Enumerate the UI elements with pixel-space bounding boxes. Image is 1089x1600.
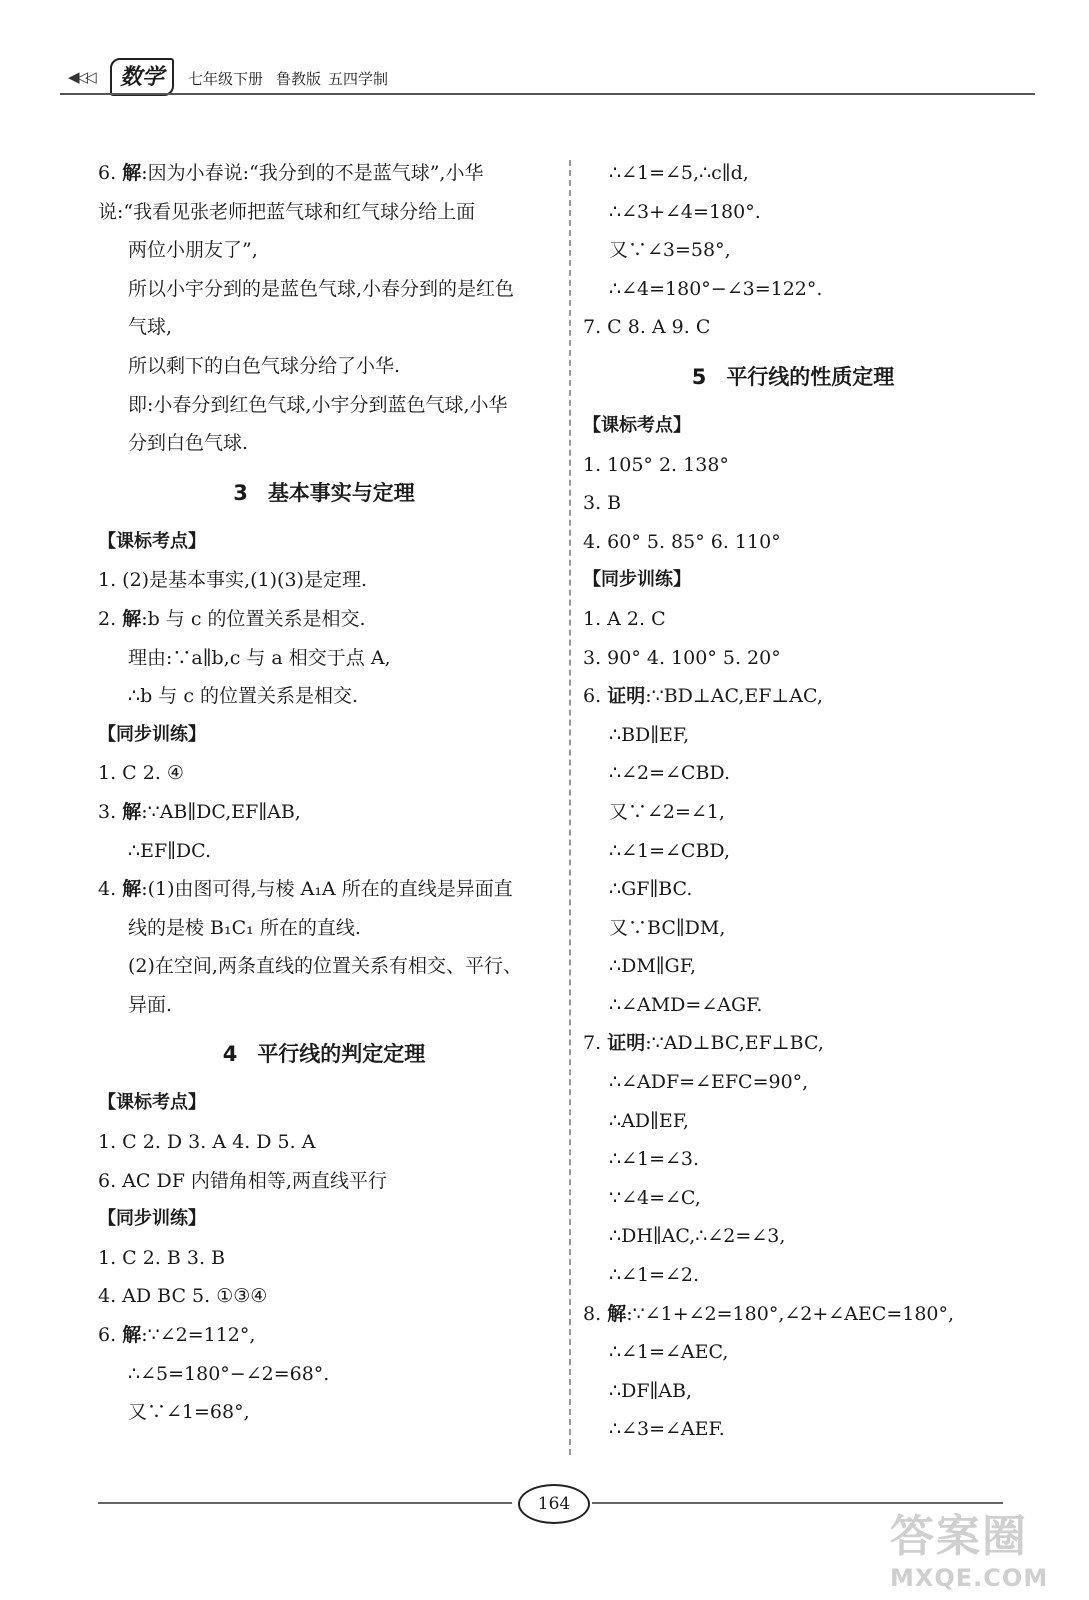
answer-line: 3. 90° 4. 100° 5. 20° (583, 646, 781, 669)
answer-line: 1. 105° 2. 138° (583, 453, 729, 476)
answer-line: 理由:∵a∥b,c 与 a 相交于点 A, (128, 646, 391, 669)
section-tag: 【课标考点】 (98, 1092, 206, 1114)
answer-line: ∴DF∥AB, (609, 1379, 693, 1402)
answer-line: ∴∠1=∠5,∴c∥d, (609, 162, 749, 184)
answer-line: 又∵∠1=68°, (128, 1401, 250, 1424)
answer-line: 6. 解:∵∠2=112°, (98, 1324, 256, 1347)
answer-line: 7. 证明:∵AD⊥BC,EF⊥BC, (583, 1032, 824, 1055)
answer-line: 又∵BC∥DM, (609, 916, 726, 939)
answer-line: 8. 解:∵∠1+∠2=180°,∠2+∠AEC=180°, (583, 1302, 955, 1325)
answer-line: 4. 解:(1)由图可得,与棱 A₁A 所在的直线是异面直 (98, 878, 513, 901)
answer-line: 即:小春分到红色气球,小宇分到蓝色气球,小华 (128, 393, 508, 416)
answer-line: 6. AC DF 内错角相等,两直线平行 (98, 1169, 387, 1192)
answer-line: 所以剩下的白色气球分给了小华. (128, 354, 401, 377)
answer-line: 说:“我看见张老师把蓝气球和红气球分给上面 (98, 200, 476, 223)
answer-line: ∴AD∥EF, (609, 1109, 689, 1132)
subject-badge: 数学 (110, 58, 174, 96)
answer-line: (2)在空间,两条直线的位置关系有相交、平行、 (128, 955, 522, 978)
answer-line: 4. 60° 5. 85° 6. 110° (583, 530, 781, 553)
answer-line: 6. 解:因为小春说:“我分到的不是蓝气球”,小华 (98, 162, 484, 184)
watermark-top: 答案圈 (890, 1511, 1028, 1562)
answer-line: 线的是棱 B₁C₁ 所在的直线. (128, 916, 361, 939)
book-system: 五四学制 (328, 70, 389, 88)
answer-line: 3. B (583, 492, 622, 515)
answer-line: 两位小朋友了”, (128, 239, 258, 262)
answer-line: ∴∠3+∠4=180°. (609, 200, 761, 223)
watermark-bottom: MXQE.COM (890, 1564, 1049, 1592)
answer-line: 1. C 2. D 3. A 4. D 5. A (98, 1131, 316, 1154)
section-title: 3 基本事实与定理 (233, 480, 415, 505)
answer-line: 气球, (128, 316, 173, 339)
answer-line: 1. A 2. C (583, 607, 666, 630)
answer-line: 所以小宇分到的是蓝色气球,小春分到的是红色 (128, 277, 515, 300)
page-header (60, 58, 1035, 98)
arrow-decoration-icon: ◀◁◁ (68, 68, 94, 86)
answer-line: 1. C 2. B 3. B (98, 1246, 226, 1269)
answer-line: 3. 解:∵AB∥DC,EF∥AB, (98, 800, 301, 823)
section-tag: 【课标考点】 (583, 414, 691, 436)
answer-line: 4. AD BC 5. ①③④ (98, 1285, 268, 1308)
answer-line: 6. 证明:∵BD⊥AC,EF⊥AC, (583, 685, 823, 708)
page-number: 164 (518, 1484, 590, 1524)
section-tag: 【课标考点】 (98, 530, 206, 552)
answer-line: 分到白色气球. (128, 432, 249, 455)
answer-line: ∴∠ADF=∠EFC=90°, (609, 1071, 809, 1094)
left-column (98, 154, 550, 1432)
answer-line: 又∵∠3=58°, (609, 239, 731, 262)
section-title: 4 平行线的判定定理 (222, 1042, 426, 1067)
header-rule (60, 93, 1035, 95)
answer-line: 2. 解:b 与 c 的位置关系是相交. (98, 607, 366, 630)
watermark-logo (890, 1500, 1070, 1595)
answer-line: ∴∠1=∠2. (609, 1264, 700, 1287)
answer-line: ∴BD∥EF, (609, 723, 690, 746)
answer-line: ∴GF∥BC. (609, 878, 693, 901)
answer-line: ∴DM∥GF, (609, 955, 696, 978)
section-tag: 【同步训练】 (98, 1208, 206, 1230)
answer-line: ∴∠1=∠AEC, (609, 1341, 729, 1364)
section-tag: 【同步训练】 (583, 569, 691, 591)
answer-line: ∴EF∥DC. (128, 839, 212, 862)
answer-line: ∴DH∥AC,∴∠2=∠3, (609, 1225, 786, 1248)
answer-line: 又∵∠2=∠1, (609, 800, 725, 823)
answer-line: ∴∠AMD=∠AGF. (609, 993, 763, 1016)
answer-line: ∴∠3=∠AEF. (609, 1418, 725, 1441)
answer-line: 异面. (128, 993, 173, 1016)
answer-line: ∴∠5=180°−∠2=68°. (128, 1362, 330, 1385)
book-edition: 鲁教版 (276, 70, 322, 88)
book-title: 七年级下册 (188, 70, 264, 88)
answer-line: ∴b 与 c 的位置关系是相交. (128, 685, 359, 708)
answer-line: ∴∠1=∠3. (609, 1148, 700, 1171)
right-column (583, 154, 1003, 1449)
answer-line: ∴∠2=∠CBD. (609, 762, 731, 785)
column-divider (569, 160, 571, 1455)
answer-line: 1. C 2. ④ (98, 762, 184, 785)
answer-line: ∵∠4=∠C, (609, 1186, 701, 1209)
section-tag: 【同步训练】 (98, 723, 206, 745)
answer-line: ∴∠1=∠CBD, (609, 839, 731, 862)
answer-line: ∴∠4=180°−∠3=122°. (609, 277, 823, 300)
answer-line: 7. C 8. A 9. C (583, 316, 711, 339)
section-title: 5 平行线的性质定理 (691, 364, 895, 389)
answer-line: 1. (2)是基本事实,(1)(3)是定理. (98, 569, 367, 592)
